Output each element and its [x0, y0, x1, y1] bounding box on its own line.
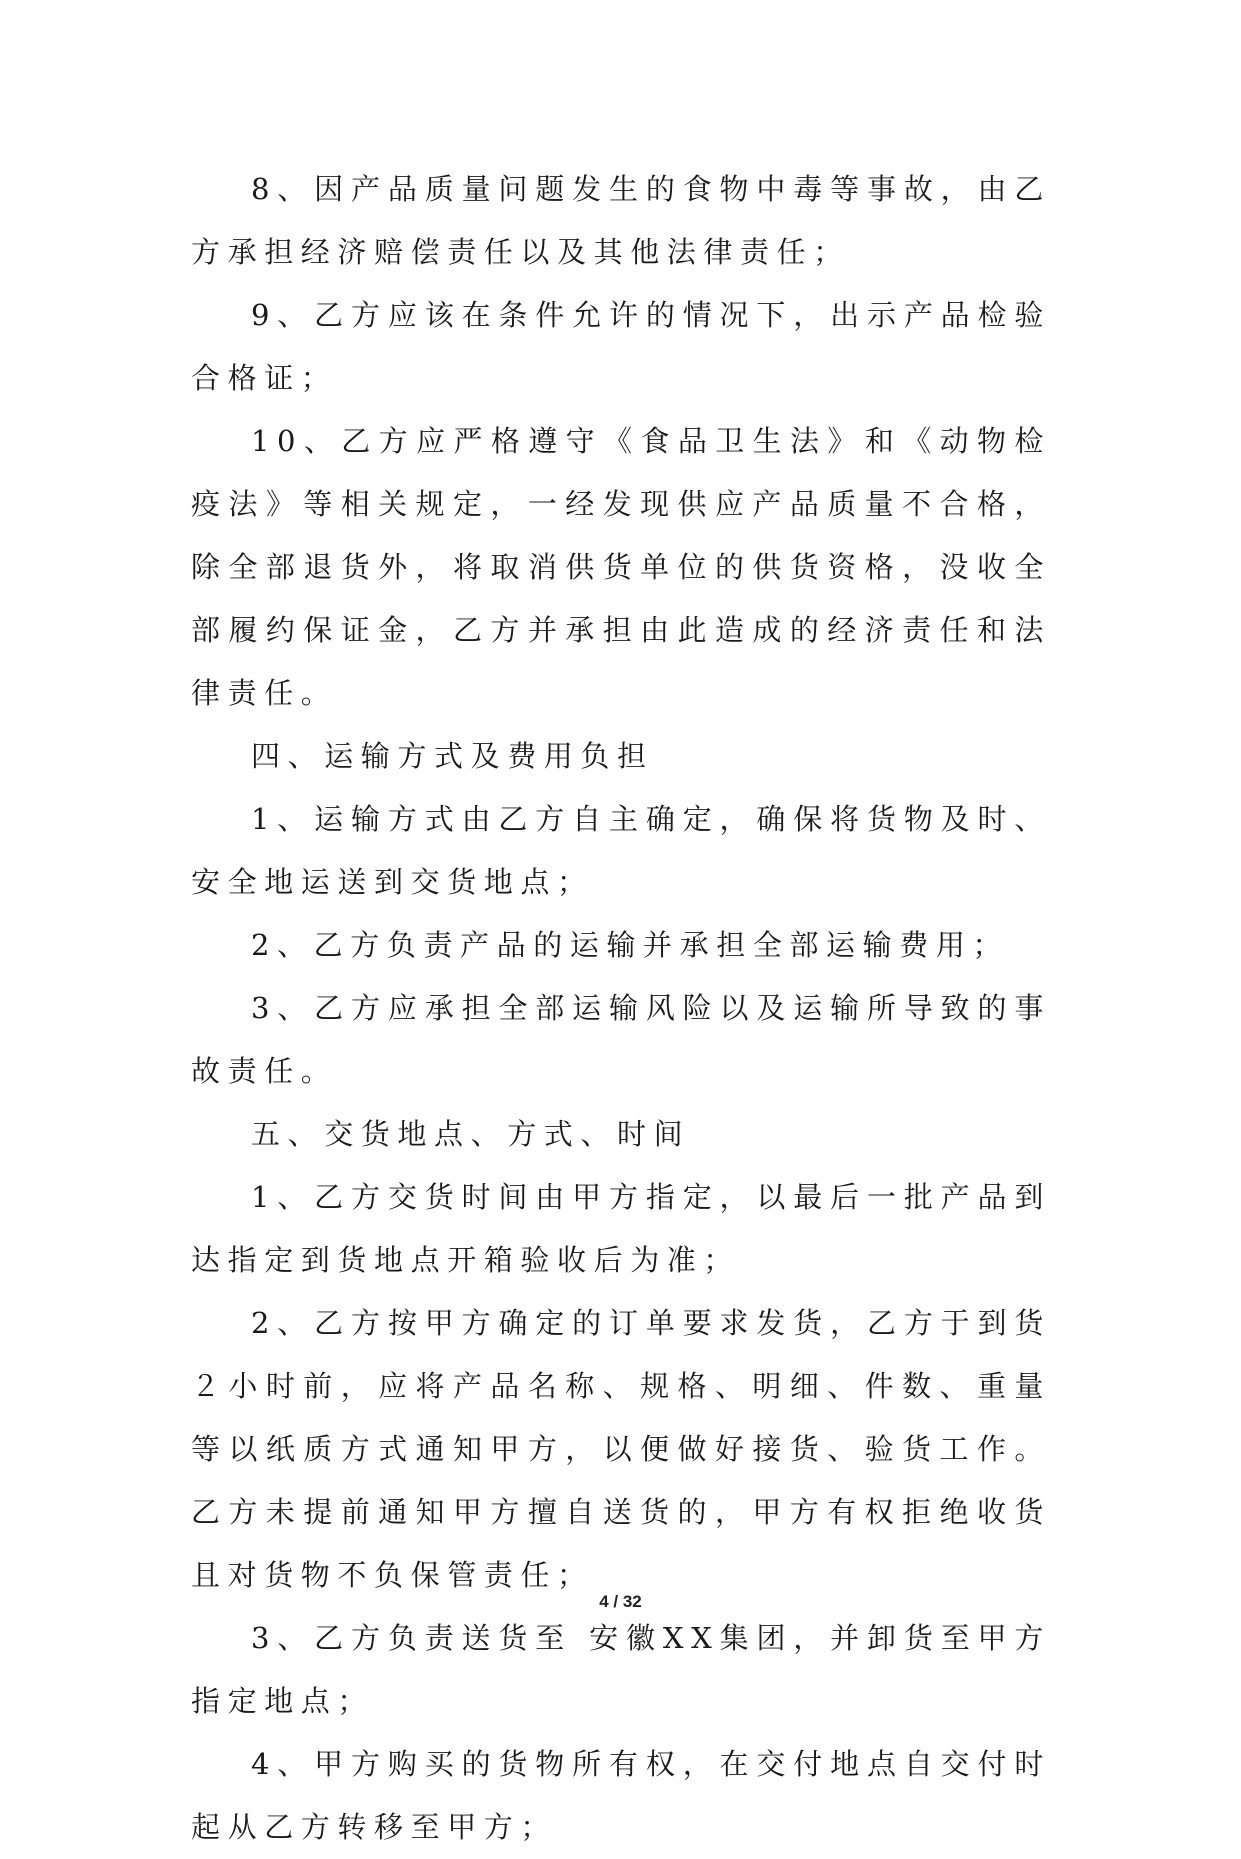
- section-heading-delivery: 五、交货地点、方式、时间: [251, 1117, 691, 1151]
- section-heading-transport: 四、运输方式及费用负担: [251, 739, 654, 773]
- paragraph-item-9-inspection-certificate: 9、乙方应该在条件允许的情况下，出示产品检验合格证；: [191, 298, 1051, 395]
- paragraph-delivery-2: 2、乙方按甲方确定的订单要求发货，乙方于到货２小时前，应将产品名称、规格、明细、件数、重量等以纸质方式通知甲方，以便做好接货、验货工作。乙方未提前通知甲方擅自送货的，甲方有权拒绝收货且对货物不负保管责任；: [191, 1306, 1051, 1592]
- paragraph-delivery-3: 3、乙方负责送货至 安徽XX集团，并卸货至甲方指定地点；: [191, 1621, 1051, 1718]
- paragraph-delivery-4: 4、甲方购买的货物所有权，在交付地点自交付时起从乙方转移至甲方；: [191, 1747, 1051, 1844]
- paragraph-delivery-1: 1、乙方交货时间由甲方指定，以最后一批产品到达指定到货地点开箱验收后为准；: [191, 1180, 1051, 1277]
- paragraph-item-8-food-poisoning: 8、因产品质量问题发生的食物中毒等事故，由乙方承担经济赔偿责任以及其他法律责任；: [191, 172, 1051, 269]
- paragraph-transport-1: 1、运输方式由乙方自主确定，确保将货物及时、安全地运送到交货地点；: [191, 802, 1051, 899]
- paragraph-item-10-food-hygiene-law: 10、乙方应严格遵守《食品卫生法》和《动物检疫法》等相关规定，一经发现供应产品质量不合格，除全部退货外，将取消供货单位的供货资格，没收全部履约保证金，乙方并承担由此造成的经济责任和法律责任。: [191, 424, 1051, 710]
- page-number: 4 / 32: [599, 1592, 642, 1611]
- paragraph-transport-3: 3、乙方应承担全部运输风险以及运输所导致的事故责任。: [191, 991, 1051, 1088]
- paragraph-transport-2: 2、乙方负责产品的运输并承担全部运输费用；: [251, 928, 1010, 962]
